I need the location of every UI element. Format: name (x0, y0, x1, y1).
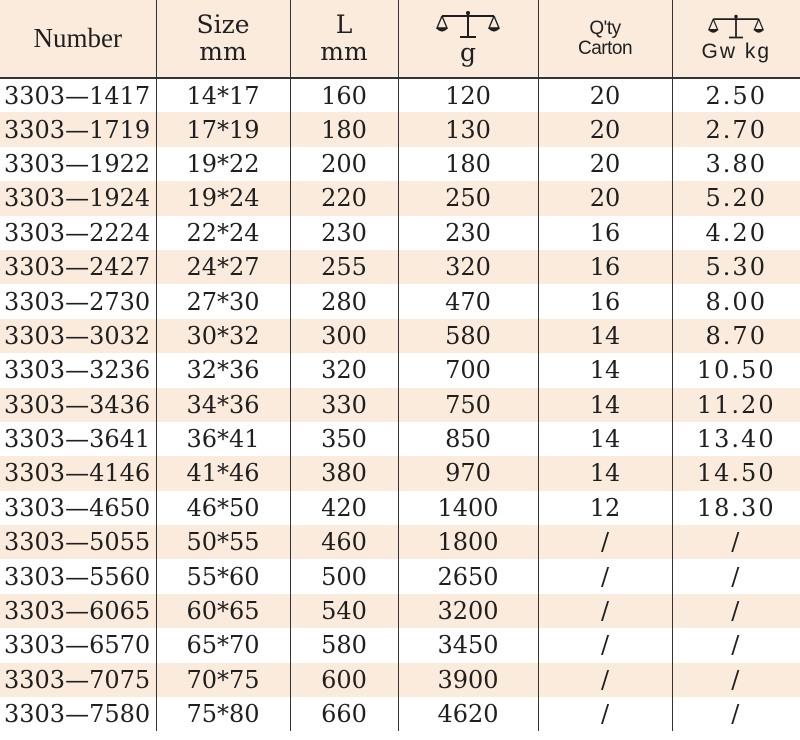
cell-length: 600 (290, 663, 398, 697)
header-weight-unit: g (459, 38, 476, 68)
cell-size: 32*36 (156, 353, 290, 387)
cell-qty: 14 (538, 353, 672, 387)
table-header (0, 0, 800, 78)
cell-qty: 20 (538, 147, 672, 181)
cell-number: 3303—2730 (4, 287, 151, 316)
cell-weight: 230 (398, 216, 538, 250)
cell-size: 22*24 (156, 216, 290, 250)
table-row (0, 422, 800, 456)
cell-gw: 5.20 (672, 181, 800, 215)
cell-qty: 20 (538, 112, 672, 146)
cell-length: 330 (290, 388, 398, 422)
header-gw (672, 0, 800, 78)
cell-number: 3303—4650 (4, 493, 151, 522)
cell-gw: 8.00 (672, 284, 800, 318)
header-number: Number (0, 0, 156, 78)
cell-number: 3303—1922 (4, 149, 151, 178)
cell-weight: 130 (398, 112, 538, 146)
table-row (0, 594, 800, 628)
cell-qty: 14 (538, 319, 672, 353)
cell-number: 3303—5560 (4, 562, 151, 591)
header-qty (538, 0, 672, 78)
table-row (0, 250, 800, 284)
cell-qty: 20 (538, 181, 672, 215)
cell-qty: 14 (538, 422, 672, 456)
cell-length: 500 (290, 559, 398, 593)
cell-qty: / (538, 663, 672, 697)
cell-gw: 8.70 (672, 319, 800, 353)
cell-length: 220 (290, 181, 398, 215)
table-row (0, 353, 800, 387)
cell-size: 34*36 (156, 388, 290, 422)
cell-weight: 2650 (398, 559, 538, 593)
cell-size: 65*70 (156, 628, 290, 662)
cell-weight: 250 (398, 181, 538, 215)
cell-number: 3303—3236 (4, 356, 151, 385)
table-row (0, 216, 800, 250)
table-row (0, 663, 800, 697)
table-row (0, 319, 800, 353)
cell-weight: 1800 (398, 525, 538, 559)
cell-gw: 11.20 (672, 388, 800, 422)
cell-length: 660 (290, 697, 398, 731)
cell-size: 75*80 (156, 697, 290, 731)
cell-size: 60*65 (156, 594, 290, 628)
cell-number: 3303—2427 (4, 253, 151, 282)
cell-gw: 2.70 (672, 112, 800, 146)
header-weight (398, 0, 538, 78)
cell-weight: 3200 (398, 594, 538, 628)
cell-number: 3303—5055 (4, 528, 151, 557)
cell-length: 320 (290, 353, 398, 387)
cell-size: 50*55 (156, 525, 290, 559)
cell-weight: 1400 (398, 491, 538, 525)
cell-length: 180 (290, 112, 398, 146)
cell-size: 17*19 (156, 112, 290, 146)
cell-gw: 3.80 (672, 147, 800, 181)
header-qty-carton: Carton (577, 37, 633, 59)
cell-qty: 12 (538, 491, 672, 525)
cell-weight: 470 (398, 284, 538, 318)
cell-number: 3303—6570 (4, 631, 151, 660)
cell-qty: 16 (538, 284, 672, 318)
cell-qty: / (538, 594, 672, 628)
cell-qty: 14 (538, 456, 672, 490)
cell-gw: / (672, 697, 800, 731)
header-length (290, 0, 398, 78)
cell-number: 3303—1417 (4, 81, 151, 110)
cell-size: 46*50 (156, 491, 290, 525)
cell-number: 3303—3641 (4, 425, 151, 454)
table-row (0, 147, 800, 181)
cell-number: 3303—1924 (4, 184, 151, 213)
header-size-label: Size (196, 10, 250, 40)
header-length-label: L (335, 10, 353, 40)
cell-weight: 580 (398, 319, 538, 353)
cell-size: 24*27 (156, 250, 290, 284)
table-body (0, 78, 800, 731)
cell-gw: / (672, 594, 800, 628)
cell-number: 3303—3436 (4, 390, 151, 419)
cell-weight: 3450 (398, 628, 538, 662)
cell-gw: / (672, 525, 800, 559)
cell-number: 3303—7075 (4, 665, 151, 694)
cell-weight: 320 (398, 250, 538, 284)
cell-weight: 750 (398, 388, 538, 422)
header-qty-label: Q'ty (589, 17, 621, 39)
header-length-unit: mm (320, 36, 368, 66)
cell-number: 3303—6065 (4, 597, 151, 626)
cell-length: 350 (290, 422, 398, 456)
cell-size: 27*30 (156, 284, 290, 318)
cell-gw: 4.20 (672, 216, 800, 250)
table-row (0, 284, 800, 318)
table-row (0, 491, 800, 525)
header-size (156, 0, 290, 78)
cell-qty: 14 (538, 388, 672, 422)
cell-weight: 970 (398, 456, 538, 490)
cell-size: 19*24 (156, 181, 290, 215)
cell-weight: 4620 (398, 697, 538, 731)
cell-length: 200 (290, 147, 398, 181)
cell-weight: 3900 (398, 663, 538, 697)
cell-number: 3303—2224 (4, 218, 151, 247)
header-size-unit: mm (199, 36, 247, 66)
balance-scale-icon (708, 13, 764, 41)
cell-size: 19*22 (156, 147, 290, 181)
cell-weight: 120 (398, 78, 538, 112)
cell-qty: / (538, 697, 672, 731)
cell-gw: / (672, 663, 800, 697)
cell-qty: / (538, 559, 672, 593)
cell-number: 3303—3032 (4, 321, 151, 350)
cell-size: 36*41 (156, 422, 290, 456)
table-row (0, 112, 800, 146)
cell-length: 300 (290, 319, 398, 353)
cell-gw: 5.30 (672, 250, 800, 284)
cell-number: 3303—4146 (4, 459, 151, 488)
cell-gw: 18.30 (672, 491, 800, 525)
cell-weight: 180 (398, 147, 538, 181)
cell-length: 160 (290, 78, 398, 112)
cell-qty: / (538, 525, 672, 559)
cell-qty: / (538, 628, 672, 662)
table-row (0, 181, 800, 215)
cell-gw: 2.50 (672, 78, 800, 112)
table-row (0, 559, 800, 593)
table-row (0, 628, 800, 662)
cell-weight: 700 (398, 353, 538, 387)
cell-length: 540 (290, 594, 398, 628)
cell-number: 3303—1719 (4, 115, 151, 144)
cell-length: 255 (290, 250, 398, 284)
cell-qty: 16 (538, 250, 672, 284)
cell-size: 41*46 (156, 456, 290, 490)
cell-length: 420 (290, 491, 398, 525)
cell-weight: 850 (398, 422, 538, 456)
header-gw-unit: Gw kg (701, 40, 771, 64)
cell-length: 280 (290, 284, 398, 318)
cell-length: 230 (290, 216, 398, 250)
cell-gw: 14.50 (672, 456, 800, 490)
header-row (0, 0, 800, 78)
cell-gw: / (672, 628, 800, 662)
cell-qty: 16 (538, 216, 672, 250)
cell-size: 14*17 (156, 78, 290, 112)
table-row (0, 388, 800, 422)
cell-number: 3303—7580 (4, 700, 151, 729)
cell-length: 380 (290, 456, 398, 490)
cell-size: 70*75 (156, 663, 290, 697)
table-row (0, 697, 800, 731)
table-row (0, 456, 800, 490)
table-row (0, 525, 800, 559)
cell-size: 55*60 (156, 559, 290, 593)
cell-qty: 20 (538, 78, 672, 112)
cell-gw: 10.50 (672, 353, 800, 387)
balance-scale-icon (436, 10, 500, 40)
cell-gw: 13.40 (672, 422, 800, 456)
table-row (0, 78, 800, 112)
cell-gw: / (672, 559, 800, 593)
cell-length: 580 (290, 628, 398, 662)
cell-length: 460 (290, 525, 398, 559)
cell-size: 30*32 (156, 319, 290, 353)
